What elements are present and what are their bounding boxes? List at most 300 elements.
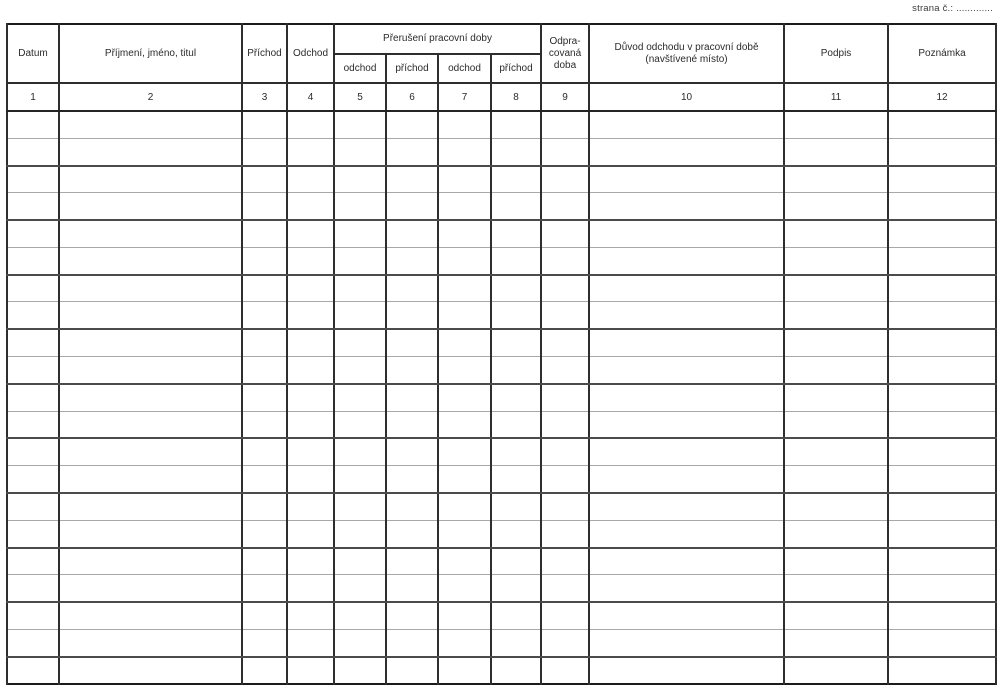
- grid-cell: [7, 220, 59, 247]
- table-row: [7, 602, 996, 629]
- grid-cell: [589, 111, 784, 138]
- grid-cell: [888, 302, 996, 329]
- col-number: 4: [287, 83, 334, 111]
- grid-cell: [287, 193, 334, 220]
- grid-cell: [589, 575, 784, 602]
- grid-cell: [287, 548, 334, 575]
- table-row: [7, 111, 996, 138]
- grid-cell: [438, 657, 491, 684]
- grid-cell: [287, 357, 334, 384]
- grid-cell: [242, 520, 287, 547]
- grid-cell: [334, 411, 386, 438]
- grid-cell: [7, 657, 59, 684]
- grid-cell: [7, 411, 59, 438]
- attendance-table: [6, 23, 997, 685]
- grid-cell: [386, 111, 438, 138]
- grid-cell: [589, 657, 784, 684]
- grid-cell: [438, 329, 491, 356]
- grid-cell: [888, 384, 996, 411]
- grid-cell: [59, 111, 242, 138]
- grid-cell: [784, 411, 888, 438]
- grid-cell: [59, 247, 242, 274]
- page-number-line: [912, 3, 993, 14]
- grid-cell: [541, 302, 589, 329]
- grid-cell: [59, 275, 242, 302]
- grid-cell: [59, 357, 242, 384]
- grid-cell: [438, 384, 491, 411]
- grid-cell: [7, 166, 59, 193]
- grid-cell: [491, 220, 541, 247]
- page-number-label: strana č.:: [912, 3, 954, 14]
- col-number: 12: [888, 83, 996, 111]
- grid-cell: [541, 384, 589, 411]
- grid-cell: [287, 602, 334, 629]
- grid-cell: [7, 111, 59, 138]
- grid-cell: [242, 411, 287, 438]
- grid-cell: [491, 657, 541, 684]
- grid-cell: [888, 466, 996, 493]
- grid-cell: [784, 275, 888, 302]
- grid-cell: [888, 220, 996, 247]
- duvod-line-2: (navštívené místo): [645, 53, 728, 65]
- grid-cell: [541, 602, 589, 629]
- table-row: [7, 384, 996, 411]
- grid-cell: [888, 193, 996, 220]
- grid-cell: [784, 384, 888, 411]
- grid-cell: [242, 548, 287, 575]
- grid-cell: [784, 629, 888, 656]
- grid-cell: [589, 602, 784, 629]
- grid-cell: [589, 548, 784, 575]
- grid-cell: [287, 220, 334, 247]
- grid-cell: [334, 466, 386, 493]
- grid-cell: [438, 466, 491, 493]
- grid-cell: [7, 329, 59, 356]
- table-row: [7, 438, 996, 465]
- grid-cell: [334, 575, 386, 602]
- grid-cell: [784, 220, 888, 247]
- grid-cell: [541, 329, 589, 356]
- grid-cell: [287, 629, 334, 656]
- grid-cell: [541, 629, 589, 656]
- grid-cell: [491, 166, 541, 193]
- grid-cell: [287, 657, 334, 684]
- grid-cell: [7, 302, 59, 329]
- grid-cell: [386, 329, 438, 356]
- grid-cell: [888, 138, 996, 165]
- grid-cell: [491, 629, 541, 656]
- grid-cell: [334, 111, 386, 138]
- header-row-numbers: [7, 83, 996, 111]
- grid-cell: [438, 602, 491, 629]
- grid-cell: [589, 247, 784, 274]
- grid-cell: [287, 247, 334, 274]
- page-number-dots: .............: [956, 3, 993, 14]
- table-row: [7, 575, 996, 602]
- grid-cell: [59, 193, 242, 220]
- grid-cell: [242, 220, 287, 247]
- grid-cell: [334, 438, 386, 465]
- grid-cell: [541, 438, 589, 465]
- table-row: [7, 629, 996, 656]
- col-number: 5: [334, 83, 386, 111]
- grid-cell: [491, 275, 541, 302]
- grid-cell: [784, 111, 888, 138]
- col-number: 9: [541, 83, 589, 111]
- col-number: 10: [589, 83, 784, 111]
- grid-cell: [59, 548, 242, 575]
- grid-cell: [589, 329, 784, 356]
- odpracovana-line-1: Odpra-: [549, 35, 581, 47]
- table-row: [7, 657, 996, 684]
- grid-cell: [589, 275, 784, 302]
- grid-cell: [242, 166, 287, 193]
- grid-cell: [438, 520, 491, 547]
- grid-cell: [438, 438, 491, 465]
- grid-cell: [491, 466, 541, 493]
- grid-cell: [7, 575, 59, 602]
- grid-cell: [438, 247, 491, 274]
- grid-cell: [386, 138, 438, 165]
- grid-cell: [242, 657, 287, 684]
- grid-cell: [784, 166, 888, 193]
- grid-cell: [386, 657, 438, 684]
- grid-cell: [491, 384, 541, 411]
- grid-cell: [334, 602, 386, 629]
- grid-cell: [541, 520, 589, 547]
- grid-cell: [491, 411, 541, 438]
- grid-cell: [334, 220, 386, 247]
- grid-cell: [386, 575, 438, 602]
- grid-cell: [888, 275, 996, 302]
- grid-cell: [541, 575, 589, 602]
- grid-cell: [888, 111, 996, 138]
- table-row: [7, 220, 996, 247]
- sub-header-odchod-1: odchod: [334, 54, 386, 83]
- grid-cell: [888, 357, 996, 384]
- grid-cell: [589, 466, 784, 493]
- grid-cell: [287, 575, 334, 602]
- grid-cell: [287, 166, 334, 193]
- col-number: 8: [491, 83, 541, 111]
- grid-cell: [491, 548, 541, 575]
- grid-cell: [7, 384, 59, 411]
- grid-cell: [287, 438, 334, 465]
- grid-cell: [438, 166, 491, 193]
- grid-cell: [386, 438, 438, 465]
- grid-cell: [541, 166, 589, 193]
- grid-cell: [287, 411, 334, 438]
- grid-cell: [438, 193, 491, 220]
- col-number: 1: [7, 83, 59, 111]
- table-row: [7, 520, 996, 547]
- col-number: 3: [242, 83, 287, 111]
- grid-cell: [242, 329, 287, 356]
- grid-cell: [7, 548, 59, 575]
- grid-cell: [334, 247, 386, 274]
- grid-cell: [541, 275, 589, 302]
- grid-cell: [491, 111, 541, 138]
- grid-cell: [784, 438, 888, 465]
- grid-cell: [334, 166, 386, 193]
- grid-cell: [888, 575, 996, 602]
- grid-cell: [541, 548, 589, 575]
- col-header-duvod: [589, 24, 784, 83]
- grid-cell: [242, 193, 287, 220]
- table-row: [7, 466, 996, 493]
- grid-cell: [7, 493, 59, 520]
- grid-cell: [784, 357, 888, 384]
- grid-cell: [541, 247, 589, 274]
- grid-cell: [888, 438, 996, 465]
- grid-cell: [438, 138, 491, 165]
- grid-cell: [334, 657, 386, 684]
- grid-cell: [386, 357, 438, 384]
- grid-cell: [386, 302, 438, 329]
- grid-cell: [7, 438, 59, 465]
- grid-cell: [784, 329, 888, 356]
- col-header-poznamka: Poznámka: [888, 24, 996, 83]
- grid-cell: [491, 193, 541, 220]
- grid-cell: [242, 575, 287, 602]
- grid-cell: [589, 438, 784, 465]
- grid-cell: [491, 438, 541, 465]
- grid-cell: [386, 411, 438, 438]
- grid-cell: [784, 602, 888, 629]
- grid-cell: [334, 275, 386, 302]
- header-row-main: [7, 24, 996, 54]
- grid-cell: [491, 357, 541, 384]
- grid-cell: [784, 493, 888, 520]
- grid-cell: [541, 466, 589, 493]
- grid-cell: [334, 302, 386, 329]
- grid-cell: [784, 575, 888, 602]
- grid-cell: [386, 275, 438, 302]
- table-row: [7, 138, 996, 165]
- grid-cell: [287, 520, 334, 547]
- table-row: [7, 329, 996, 356]
- grid-cell: [386, 384, 438, 411]
- col-header-datum: Datum: [7, 24, 59, 83]
- grid-cell: [589, 384, 784, 411]
- grid-cell: [888, 493, 996, 520]
- odpracovana-line-3: doba: [553, 59, 577, 71]
- grid-cell: [287, 111, 334, 138]
- grid-cell: [59, 657, 242, 684]
- grid-cell: [438, 275, 491, 302]
- grid-cell: [386, 520, 438, 547]
- grid-cell: [59, 629, 242, 656]
- grid-cell: [888, 602, 996, 629]
- grid-cell: [386, 220, 438, 247]
- grid-cell: [541, 357, 589, 384]
- table-row: [7, 357, 996, 384]
- grid-cell: [287, 329, 334, 356]
- col-header-odchod: Odchod: [287, 24, 334, 83]
- grid-cell: [438, 302, 491, 329]
- grid-cell: [7, 629, 59, 656]
- table-row: [7, 275, 996, 302]
- grid-cell: [888, 548, 996, 575]
- table-row: [7, 493, 996, 520]
- grid-cell: [59, 438, 242, 465]
- grid-cell: [59, 493, 242, 520]
- grid-cell: [589, 302, 784, 329]
- col-number: 11: [784, 83, 888, 111]
- sub-header-prichod-2: příchod: [491, 54, 541, 83]
- table-row: [7, 548, 996, 575]
- grid-cell: [287, 384, 334, 411]
- grid-cell: [242, 357, 287, 384]
- grid-cell: [784, 138, 888, 165]
- grid-cell: [888, 411, 996, 438]
- grid-cell: [491, 138, 541, 165]
- grid-cell: [438, 357, 491, 384]
- grid-cell: [59, 220, 242, 247]
- grid-cell: [491, 302, 541, 329]
- grid-cell: [438, 629, 491, 656]
- grid-cell: [438, 575, 491, 602]
- grid-cell: [589, 520, 784, 547]
- grid-cell: [888, 166, 996, 193]
- grid-cell: [541, 220, 589, 247]
- grid-cell: [7, 247, 59, 274]
- grid-cell: [589, 220, 784, 247]
- grid-cell: [888, 629, 996, 656]
- grid-cell: [334, 548, 386, 575]
- grid-cell: [386, 548, 438, 575]
- col-header-podpis: Podpis: [784, 24, 888, 83]
- grid-cell: [242, 602, 287, 629]
- grid-cell: [242, 247, 287, 274]
- grid-cell: [59, 602, 242, 629]
- grid-cell: [7, 193, 59, 220]
- grid-cell: [287, 275, 334, 302]
- grid-cell: [334, 629, 386, 656]
- grid-cell: [242, 302, 287, 329]
- grid-cell: [784, 302, 888, 329]
- grid-cell: [386, 193, 438, 220]
- col-number: 2: [59, 83, 242, 111]
- grid-cell: [589, 357, 784, 384]
- grid-cell: [491, 575, 541, 602]
- grid-cell: [242, 111, 287, 138]
- odpracovana-line-2: covaná: [548, 47, 582, 59]
- grid-cell: [541, 493, 589, 520]
- grid-cell: [334, 329, 386, 356]
- grid-cell: [589, 166, 784, 193]
- grid-cell: [242, 629, 287, 656]
- grid-cell: [386, 247, 438, 274]
- grid-cell: [491, 493, 541, 520]
- grid-cell: [7, 466, 59, 493]
- grid-cell: [59, 329, 242, 356]
- table-row: [7, 247, 996, 274]
- col-number: 7: [438, 83, 491, 111]
- grid-cell: [438, 493, 491, 520]
- grid-cell: [287, 138, 334, 165]
- grid-cell: [242, 438, 287, 465]
- grid-cell: [386, 466, 438, 493]
- grid-cell: [59, 384, 242, 411]
- grid-cell: [59, 575, 242, 602]
- grid-cell: [287, 302, 334, 329]
- grid-cell: [59, 138, 242, 165]
- col-header-odpracovana: [541, 24, 589, 83]
- grid-cell: [242, 138, 287, 165]
- grid-cell: [242, 493, 287, 520]
- grid-cell: [59, 302, 242, 329]
- grid-cell: [242, 466, 287, 493]
- grid-cell: [334, 357, 386, 384]
- grid-cell: [888, 247, 996, 274]
- grid-cell: [589, 629, 784, 656]
- grid-cell: [589, 493, 784, 520]
- duvod-line-1: Důvod odchodu v pracovní době: [614, 41, 759, 53]
- grid-cell: [7, 602, 59, 629]
- grid-cell: [7, 138, 59, 165]
- table-row: [7, 302, 996, 329]
- grid-cell: [386, 629, 438, 656]
- grid-cell: [59, 166, 242, 193]
- grid-cell: [541, 411, 589, 438]
- grid-cell: [334, 384, 386, 411]
- grid-cell: [334, 493, 386, 520]
- grid-cell: [242, 275, 287, 302]
- grid-cell: [334, 138, 386, 165]
- grid-cell: [7, 520, 59, 547]
- grid-cell: [888, 657, 996, 684]
- table-body: [7, 111, 996, 684]
- grid-cell: [541, 193, 589, 220]
- table-row: [7, 166, 996, 193]
- grid-cell: [541, 111, 589, 138]
- grid-cell: [287, 466, 334, 493]
- grid-cell: [59, 466, 242, 493]
- col-header-prijmeni: Příjmení, jméno, titul: [59, 24, 242, 83]
- grid-cell: [888, 329, 996, 356]
- grid-cell: [491, 247, 541, 274]
- grid-cell: [59, 520, 242, 547]
- grid-cell: [334, 520, 386, 547]
- grid-cell: [784, 520, 888, 547]
- grid-cell: [242, 384, 287, 411]
- table-row: [7, 411, 996, 438]
- sub-header-odchod-2: odchod: [438, 54, 491, 83]
- grid-cell: [784, 247, 888, 274]
- sub-header-prichod-1: příchod: [386, 54, 438, 83]
- col-number: 6: [386, 83, 438, 111]
- grid-cell: [59, 411, 242, 438]
- grid-cell: [438, 411, 491, 438]
- grid-cell: [589, 138, 784, 165]
- grid-cell: [784, 466, 888, 493]
- grid-cell: [589, 411, 784, 438]
- grid-cell: [784, 657, 888, 684]
- grid-cell: [438, 548, 491, 575]
- grid-cell: [491, 329, 541, 356]
- grid-cell: [386, 602, 438, 629]
- grid-cell: [7, 357, 59, 384]
- grid-cell: [589, 193, 784, 220]
- grid-cell: [541, 657, 589, 684]
- grid-cell: [438, 220, 491, 247]
- grid-cell: [784, 548, 888, 575]
- grid-cell: [784, 193, 888, 220]
- grid-cell: [438, 111, 491, 138]
- grid-cell: [334, 193, 386, 220]
- table-header: [7, 24, 996, 111]
